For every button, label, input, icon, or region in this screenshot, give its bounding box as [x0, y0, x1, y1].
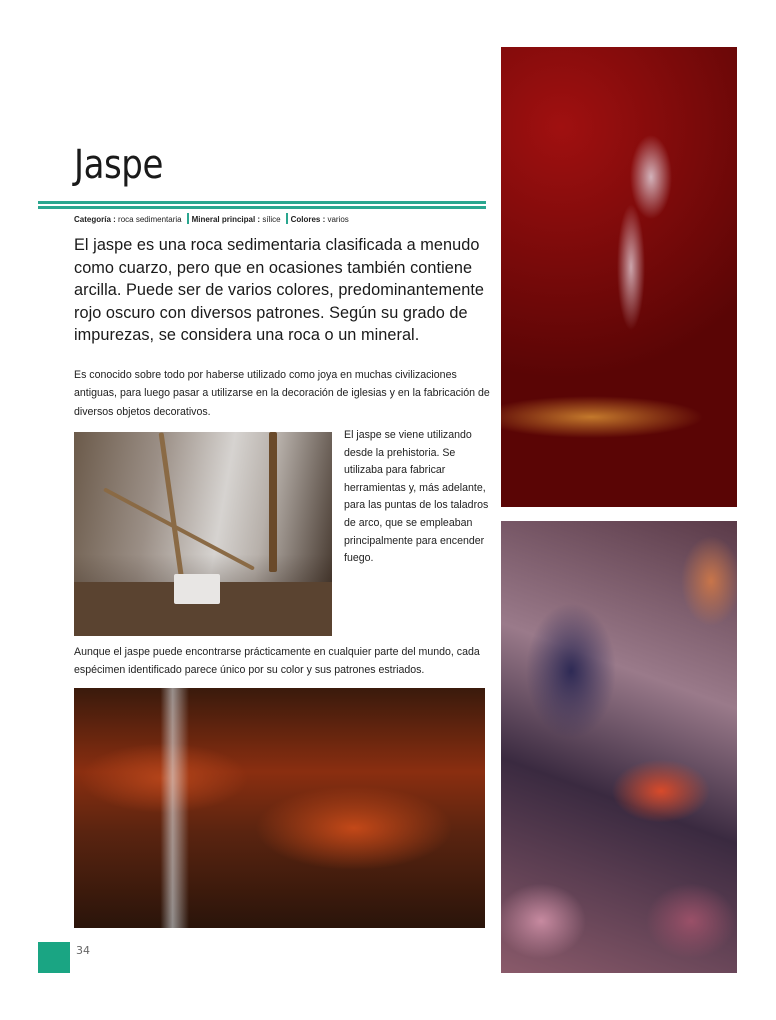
red-jasper-closeup-photo: [501, 47, 737, 507]
photo-stone: [174, 574, 220, 604]
body-paragraph-2: El jaspe se viene utilizando desde la prehistoria. Se utilizaba para fabricar herramientas y, más adelante, para las puntas de los taladros de arco, que se empleaban principalmente para encender fuego.: [344, 429, 489, 565]
meta-category: Categoría : roca sedimentaria: [74, 215, 182, 224]
photo-stick: [269, 432, 277, 572]
lead-paragraph: El jaspe es una roca sedimentaria clasificada a menudo como cuarzo, pero que en ocasiones también contiene arcilla. Puede ser de varios colores, predominantemente rojo oscuro con diversos patrones. Según su grado de impurezas, se considera una roca o un mineral.: [74, 236, 484, 344]
jasper-water-photo: [74, 688, 485, 928]
meta-separator: [187, 213, 189, 224]
bow-drill-photo: [74, 432, 332, 636]
polished-jasper-stones-photo: [501, 521, 737, 973]
meta-colors: Colores : varios: [290, 215, 349, 224]
meta-separator: [286, 213, 288, 224]
meta-mineral: Mineral principal : sílice: [191, 215, 281, 224]
title-rule-top: [38, 201, 486, 204]
body-paragraph-3: Aunque el jaspe puede encontrarse prácticamente en cualquier parte del mundo, cada espécimen identificado parece único por su color y sus patrones estriados.: [74, 646, 480, 676]
meta-line: [74, 213, 349, 224]
page-title: Jaspe: [74, 142, 163, 188]
title-rule-bottom: [38, 206, 486, 209]
page-number: 34: [76, 944, 90, 957]
body-paragraph-1: Es conocido sobre todo por haberse utilizado como joya en muchas civilizaciones antiguas, para luego pasar a utilizarse en la decoración de iglesias y en la fabricación de diversos objetos decorativos.: [74, 369, 490, 418]
page-corner-square: [38, 942, 70, 973]
photo-stick: [159, 432, 185, 581]
